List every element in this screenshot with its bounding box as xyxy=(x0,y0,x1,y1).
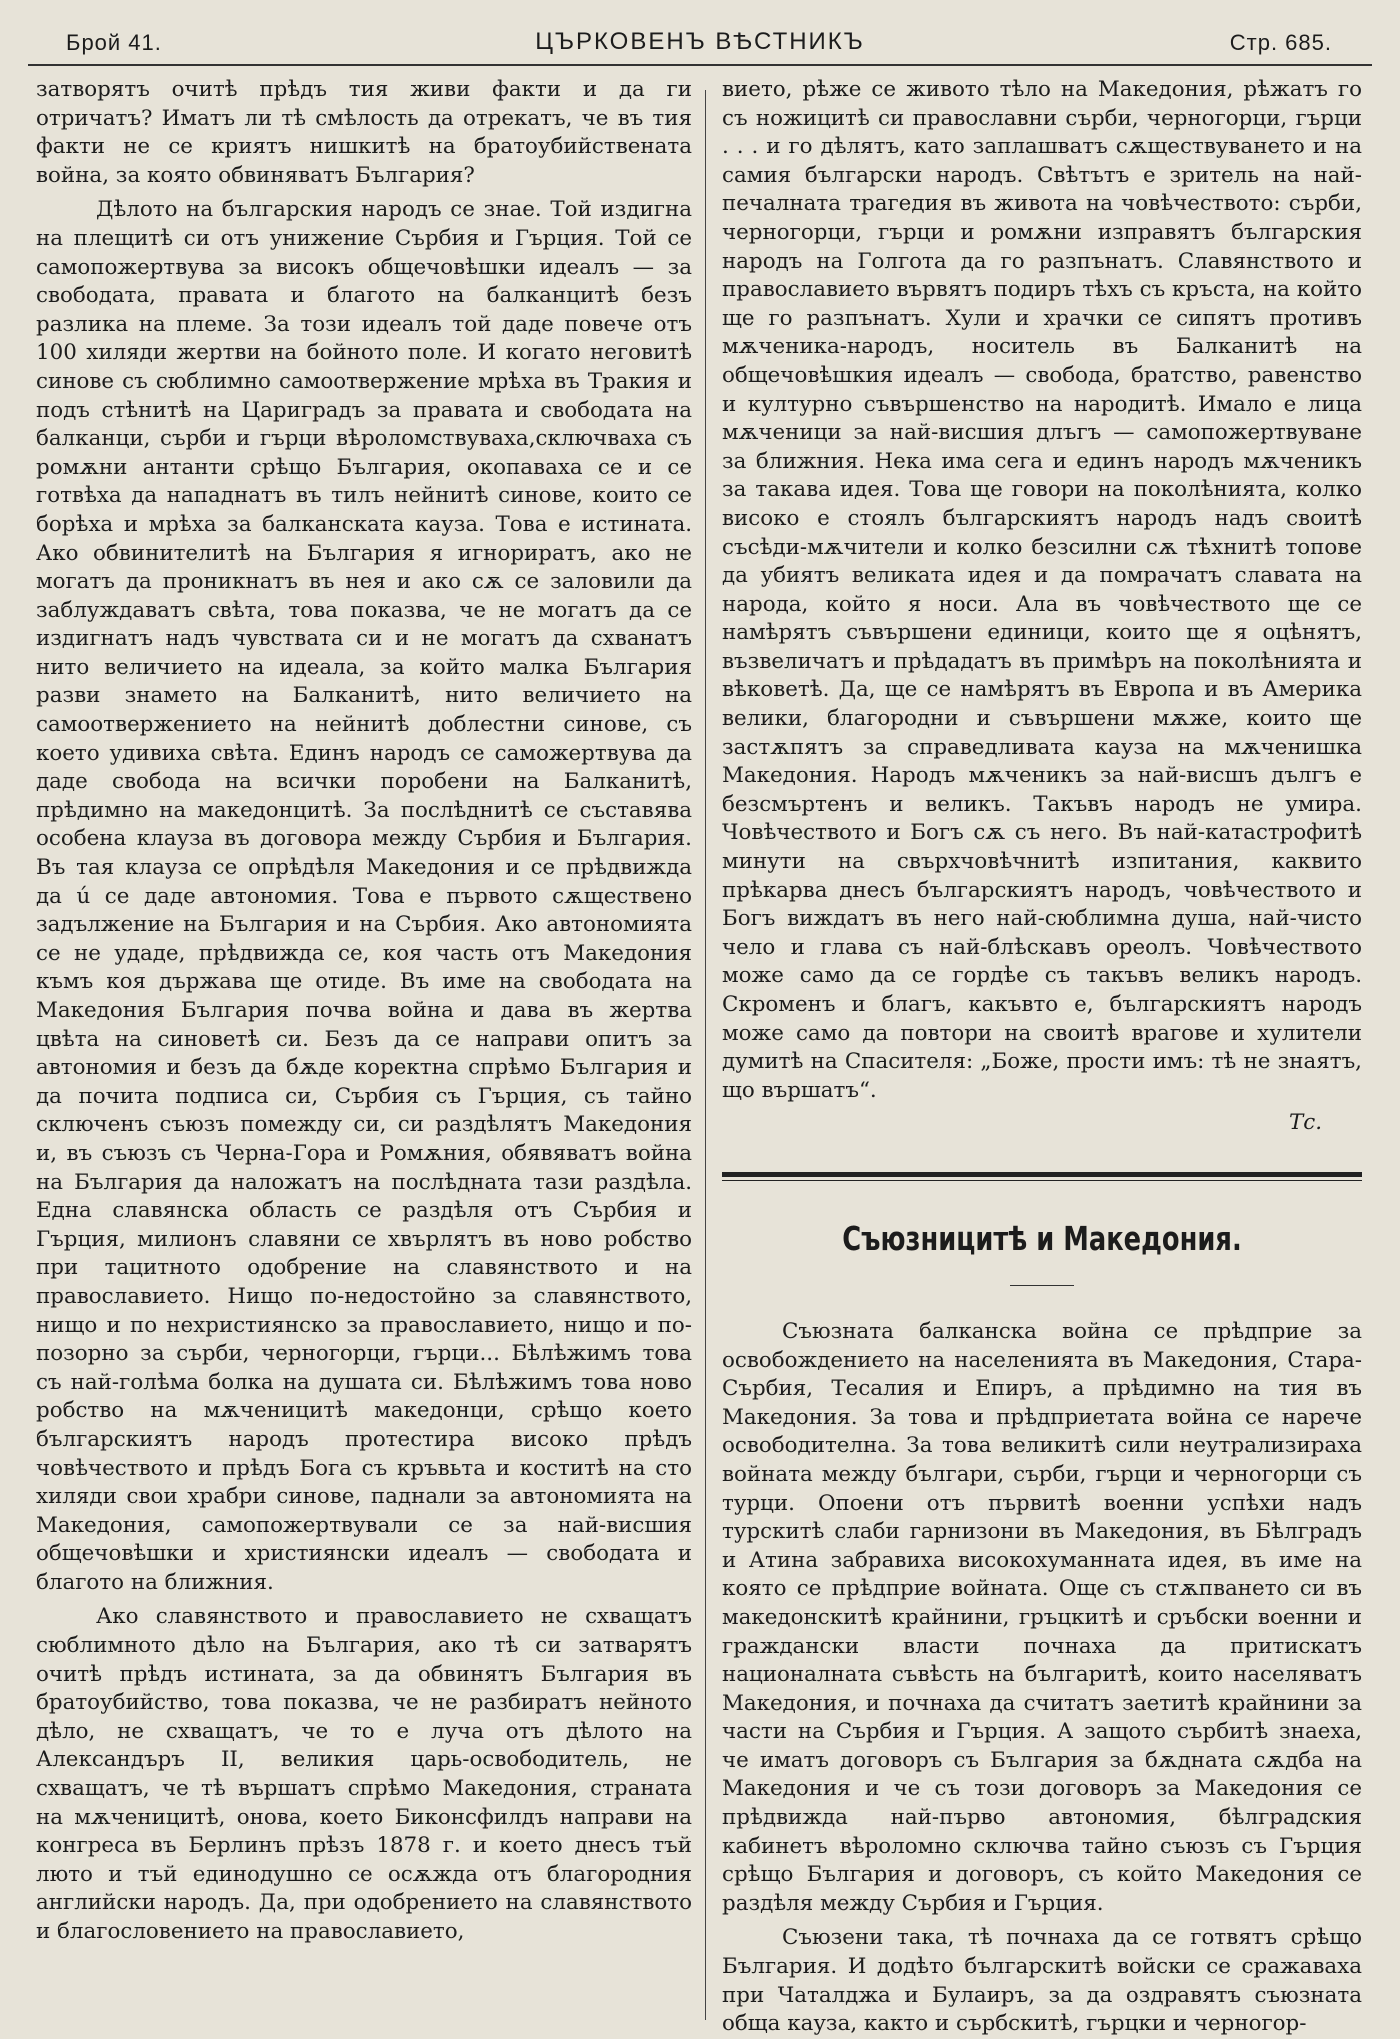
right-column xyxy=(722,76,1362,2039)
column-divider xyxy=(705,90,706,2020)
left-paragraph-3: Ако славянството и православието не схващатъ сюблимното дѣло на България, ако тѣ си затварятъ очитѣ прѣдъ истината, за да обвинятъ България въ братоубийство, това показва, че не разбиратъ нейното дѣло, не схващатъ, че то е луча отъ дѣлото на Александъръ II, великия царь-освободитель, не схващатъ, че тѣ вършатъ спрѣмо Македония, страната на мѫченицитѣ, онова, което Биконсфилдъ направи на конгреса въ Берлинъ прѣзъ 1878 г. и което днесъ тъй люто и тъй единодушно се осѫжда отъ благородния английски народъ. Да, при одобрението на славянството и благословението на православието, xyxy=(36,1604,692,1944)
title-underline xyxy=(1010,1285,1074,1286)
right-paragraph-1: вието, рѣже се живото тѣло на Македония, рѣжатъ го съ ножицитѣ си православни сърби, черногорци, гърци . . . и го дѣлятъ, като заплашватъ сѫществуването и на самия български народъ. Свѣтътъ е зритель на най-печалната трагедия въ живота на човѣчеството: сърби, черногорци, гърци и ромѫни изправятъ българския народъ на Голгота да го разпънатъ. Славянството и православието вървятъ подиръ тѣхъ съ кръста, на който ще го разпънатъ. Хули и храчки се сипятъ противъ мѫченика-народъ, носитель въ Балканитѣ на общечовѣшкия идеалъ — свобода, братство, равенство и културно съвършенство на народитѣ. Имало е лица мѫченици за най-висшия длъгъ — самопожертвуване за ближния. Нека има сега и единъ народъ мѫченикъ за такава идея. Това ще говори на поколѣнията, колко високо е стоялъ българскиятъ народъ надъ своитѣ съсѣди-мѫчители и колко безсилни сѫ тѣхнитѣ топове да убиятъ великата идея и да помрачатъ славата на народа, който я носи. Ала въ човѣчеството ще се намѣрятъ съвършени единици, които ще я оцѣнятъ, възвеличатъ и прѣдадатъ въ примѣръ на поколѣнията и вѣковетѣ. Да, ще се намѣрятъ въ Европа и въ Америка велики, благородни и съвършени мѫже, които ще застѫпятъ за справедливата кауза на мѫченишка Македония. Народъ мѫченикъ за най-висшъ дългъ е безсмъртенъ и великъ. Такъвъ народъ не умира. Човѣчеството и Богъ сѫ съ него. Въ най-катастрофитѣ минути на свърхчовѣчнитѣ изпитания, каквито прѣкарва днесъ българскиятъ народъ, човѣчеството и Богъ виждатъ въ него най-сюблимна душа, най-чисто чело и глава съ най-блѣскавъ ореолъ. Човѣчеството може само да се гордѣе съ такъвъ великъ народъ. Скроменъ и благъ, какъвто е, българскиятъ народъ може само да повтори на своитѣ врагове и хулители думитѣ на Спасителя: „Боже, прости имъ: тѣ не знаятъ, що вършатъ“. xyxy=(722,77,1362,1103)
article-paragraph-2: Съюзени така, тѣ почнаха да се готвятъ срѣщо България. И додѣто българскитѣ войски се сражаваха при Чаталджа и Булаиръ, за да оздравятъ съюзната обща кауза, както и сърбскитѣ, гърцки и черногор- xyxy=(722,1925,1362,2037)
page-header xyxy=(28,26,1372,66)
article-columns xyxy=(28,76,1372,2037)
section-divider-rule xyxy=(722,1172,1362,1181)
left-paragraph-1: затворятъ очитѣ прѣдъ тия живи факти и да ги отричатъ? Иматъ ли тѣ смѣлость да отрекатъ, че въ тия факти не се криятъ нишкитѣ на братоубийствената война, за която обвиняватъ България? xyxy=(36,77,692,188)
author-signature: Тс. xyxy=(1288,1110,1322,1136)
left-column xyxy=(36,76,692,1947)
page-number: Стр. 685. xyxy=(1229,30,1332,55)
header-rule xyxy=(28,64,1372,66)
issue-number: Брой 41. xyxy=(66,30,162,55)
article-title: Съюзницитѣ и Македония. xyxy=(842,1218,1242,1258)
left-paragraph-2: Дѣлото на българския народъ се знае. Той издигна на плещитѣ си отъ унижение Сърбия и Гърция. Той се самопожертвува за високъ общечовѣшки идеалъ — за свободата, правата и благото на балканцитѣ безъ разлика на племе. За този идеалъ той даде повече отъ 100 хиляди жертви на бойното поле. И когато неговитѣ синове съ сюблимно самоотвержение мрѣха въ Тракия и подъ стѣнитѣ на Цариградъ за правата и свободата на балканци, сърби и гърци вѣроломствуваха,сключваха съ ромѫни антанти срѣщо България, окопаваха се и се готвѣха да нападнатъ въ тилъ нейнитѣ синове, които се борѣха и мрѣха за балканската кауза. Това е истината. Ако обвинителитѣ на България я игнориратъ, ако не могатъ да проникнатъ въ нея и ако сѫ се заловили да заблуждаватъ свѣта, това показва, че не могатъ да се издигнатъ надъ чувствата си и не могатъ да схванатъ нито величието на идеала, за който малка България разви знамето на Балканитѣ, нито величието на самоотвержението на нейнитѣ доблестни синове, съ което удивиха свѣта. Единъ народъ се саможертвува да даде свобода на всички поробени на Балканитѣ, прѣдимно на македонцитѣ. За послѣднитѣ се съставява особена клауза въ договора между Сърбия и България. Въ тая клауза се опрѣдѣля Македония и се прѣдвижда да ú се даде автономия. Това е първото сѫществено задължение на България и на Сърбия. Ако автономията се не удаде, прѣдвижда се, коя часть отъ Македония къмъ коя държава ще отиде. Въ име на свободата на Македония България почва война и дава въ жертва цвѣта на синоветѣ си. Безъ да се направи опитъ за автономия и безъ да бѫде коректна спрѣмо България и да почита подписа си, Сърбия съ Гърция, съ тайно сключенъ съюзъ помежду си, си раздѣлятъ Македония и, въ съюзъ съ Черна-Гора и Ромѫния, обявяватъ война на България да наложатъ на послѣдната тази раздѣла. Една славянска область се раздѣля отъ Сърбия и Гърция, милионъ славяни се хвърлятъ въ ново робство при тацитното одобрение на славянството и на православието. Нищо по-недостойно за славянството, нищо и по нехристиянско за православието, нищо и по-позорно за сърби, черногорци, гърци... Бѣлѣжимъ това съ най-голѣма болка на душата си. Бѣлѣжимъ това ново робство на мѫченицитѣ македонци, срѣщо което българскиятъ народъ протестира високо прѣдъ човѣчеството и прѣдъ Бога съ кръвьта и коститѣ на сто хиляди свои храбри синове, паднали за автономията на Македония, самопожертвували се за най-висшия общечовѣшки и християнски идеалъ — свободата и благото на ближния. xyxy=(36,197,692,1595)
newspaper-title: ЦЪРКОВЕНЪ ВѢСТНИКЪ xyxy=(535,28,865,55)
article-paragraph-1: Съюзната балканска война се прѣдприе за освобождението на населенията въ Македония, Стара-Сърбия, Тесалия и Епиръ, а прѣдимно на тия въ Македония. За това и прѣдприетата война се нарече освободителна. За това великитѣ сили неутрализираха войната между българи, сърби, гърци и черногорци съ турци. Опоени отъ първитѣ военни успѣхи надъ турскитѣ слаби гарнизони въ Македония, въ Бѣлградъ и Атина забравиха високохуманната идея, въ име на която се прѣдприе войната. Още съ стѫпването си въ македонскитѣ крайнини, гръцкитѣ и сръбски военни и граждански власти почнаха да притискатъ националната съвѣсть на българитѣ, които населяватъ Македония, и почнаха да считатъ заетитѣ крайнини за части на Сърбия и Гърция. А защото сърбитѣ знаеха, че иматъ договоръ съ България за бѫдната сѫдба на Македония и че съ този договоръ за Македония се прѣдвижда най-първо автономия, бѣлградския кабинетъ вѣроломно сключва тайно съюзъ съ Гърция срѣщо България и договоръ, съ който Македония се раздѣля между Сърбия и Гърция. xyxy=(722,1318,1362,1916)
